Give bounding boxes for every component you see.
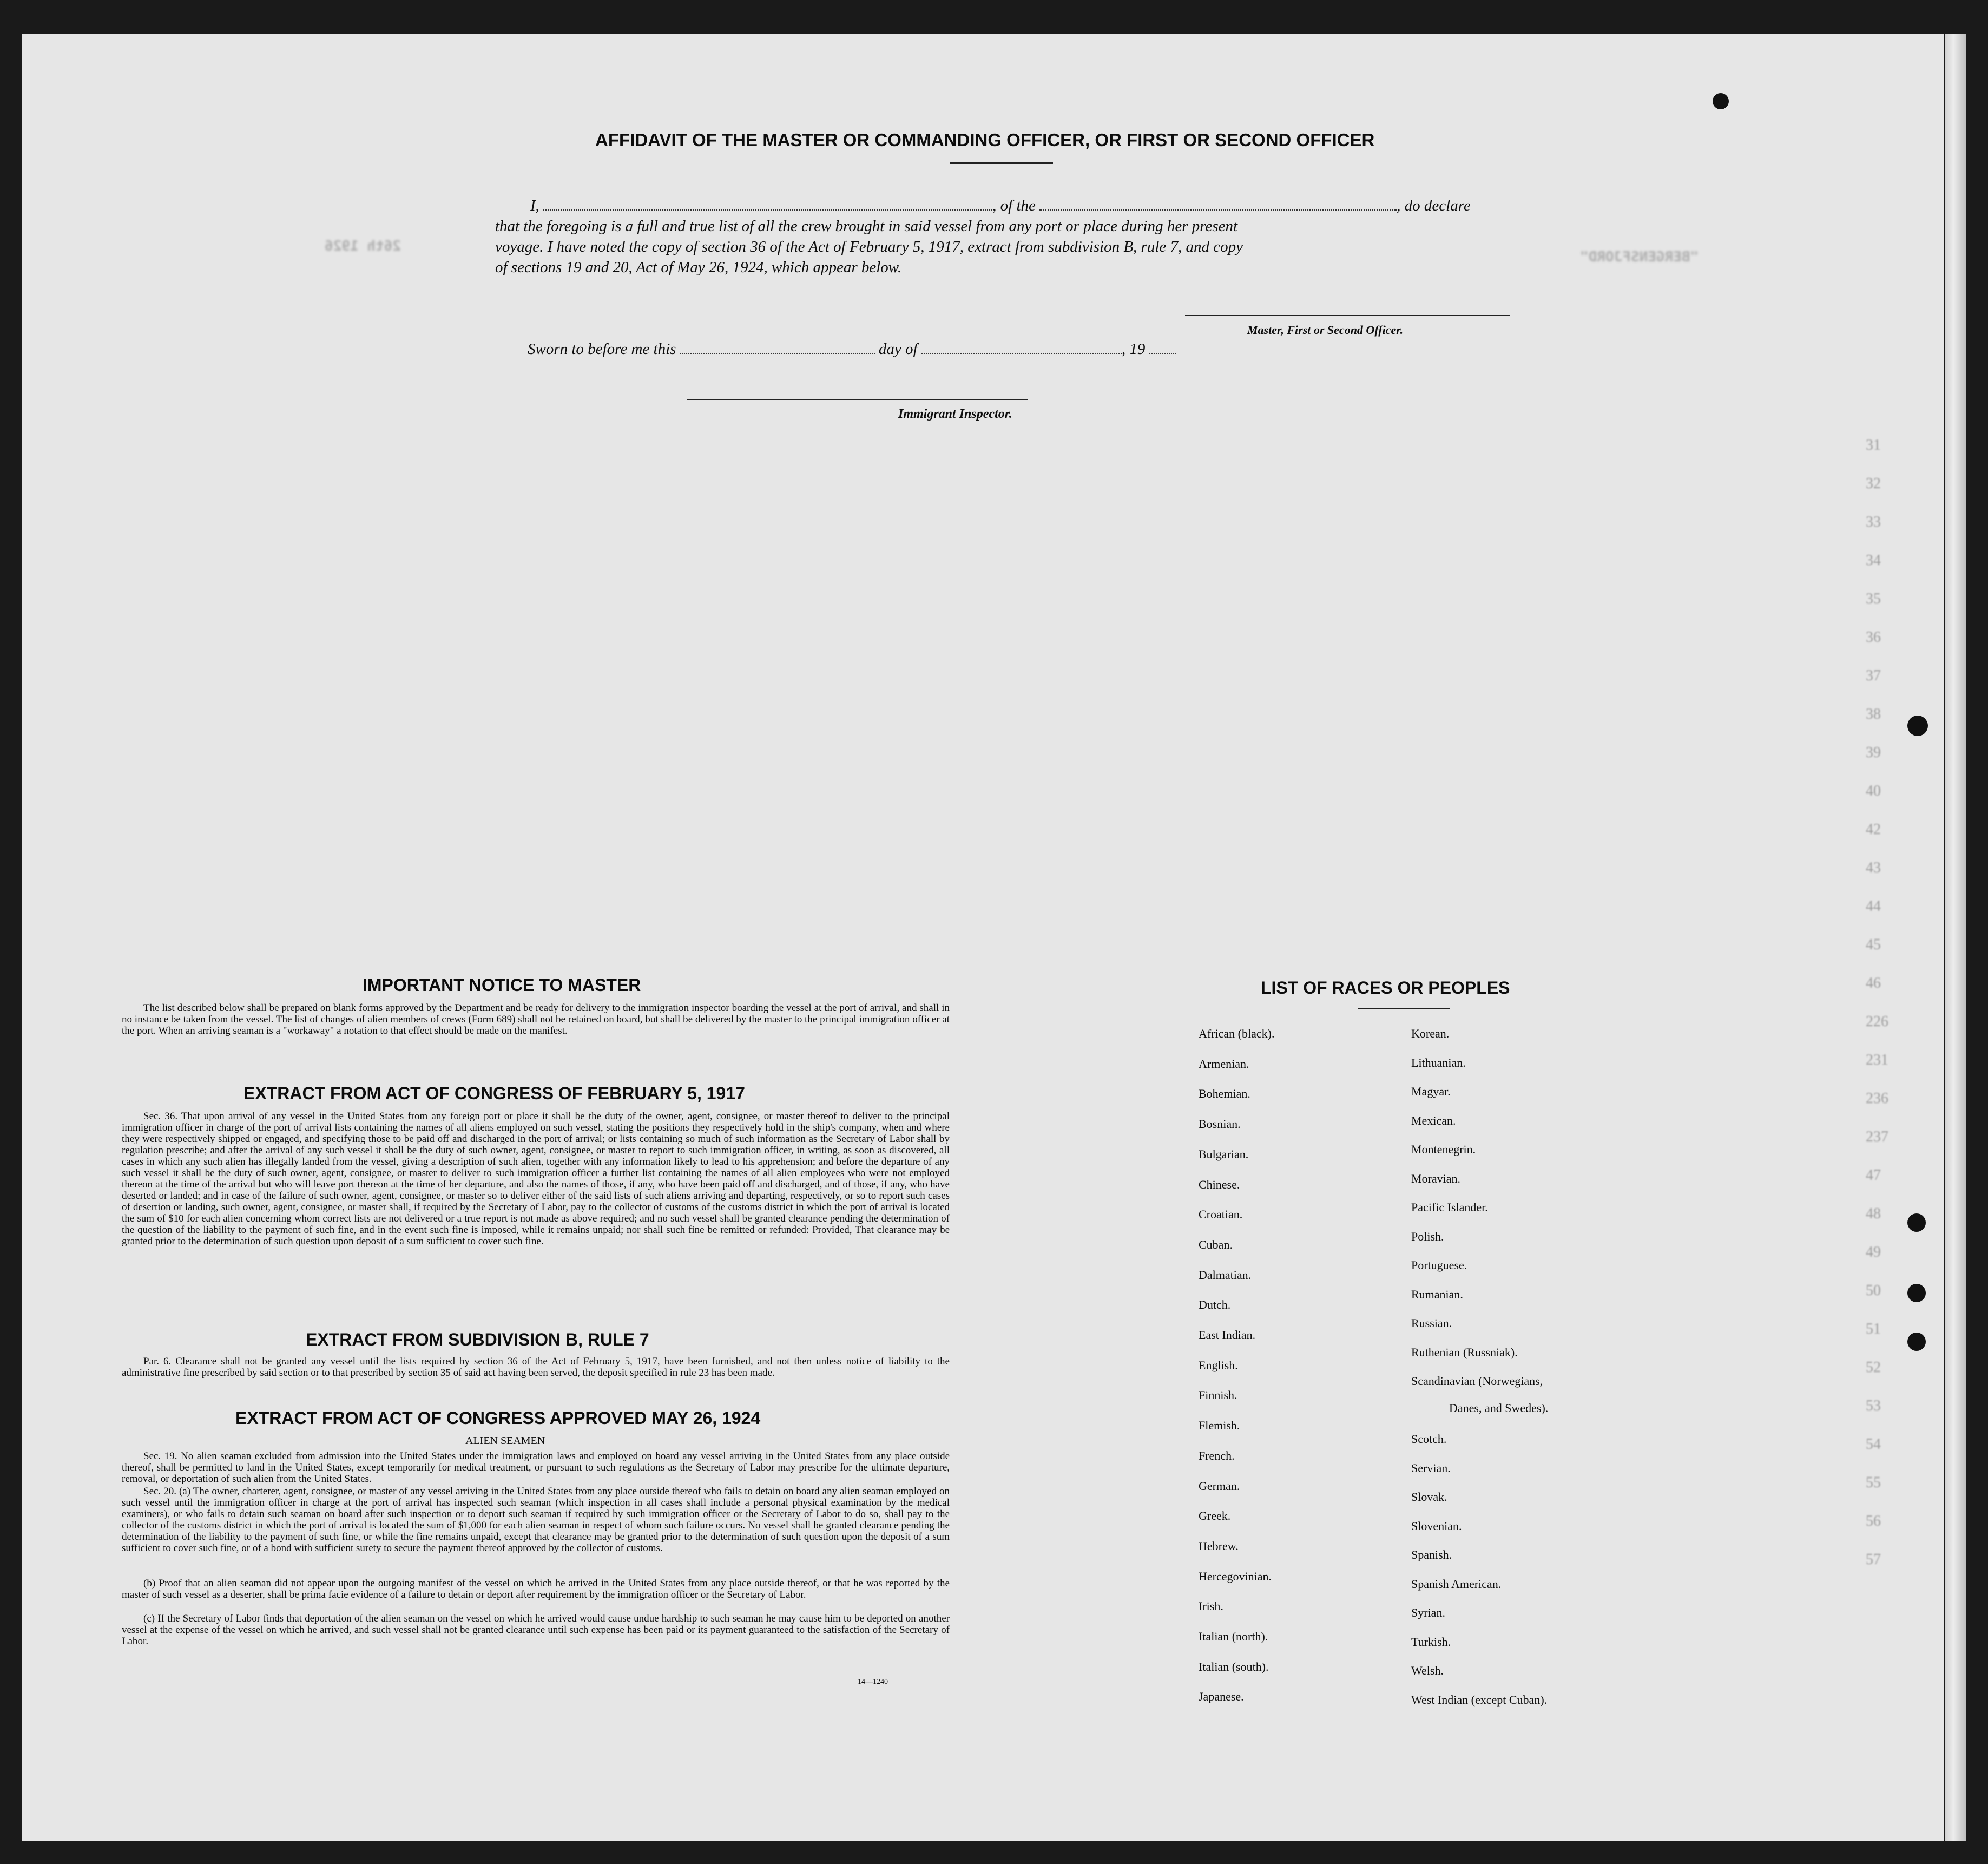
sec-20b-text: (b) Proof that an alien seaman did not appear upon the outgoing manifest of the vessel on which he arrived in the United States from any place outside thereof, or that he was reported by the master of such vessel as a deserter, shall be prima facie evidence of a failure to detain or deport after requirement by the immigration officer or the Secretary of Labor. (122, 1578, 950, 1600)
page-edge (1945, 34, 1966, 1841)
bleed-row-number: 53 (1866, 1397, 1881, 1414)
affidavit-of-the: , of the (992, 197, 1036, 214)
sworn-day-blank[interactable] (680, 353, 875, 354)
bleed-row-number: 45 (1866, 936, 1881, 953)
bleed-row-number: 31 (1866, 437, 1881, 454)
race-entry: Italian (south). (1199, 1659, 1269, 1673)
race-entry: Mexican. (1411, 1113, 1456, 1127)
sec-19-text: Sec. 19. No alien seaman excluded from admission into the United States under the immigration laws and employed on board any vessel arriving in the United States from any place outside thereof, shall be permitted to land in the United States, except temporarily for medical treatment, or pursuant to such regulations as the Secretary of Labor may prescribe for the ultimate departure, removal, or deportation of such alien from the United States. (122, 1450, 950, 1485)
bleed-header-right: "BERGENSFJORD" (1580, 249, 1699, 265)
race-entry: English. (1199, 1358, 1238, 1372)
extract-1917-text: Sec. 36. That upon arrival of any vessel in the United States from any foreign port or place it shall be the duty of the owner, agent, consignee, or master thereof to deliver to the principal immigration officer in charge of the port of arrival lists containing the names of all aliens employed on such vessel, stating the positions they respectively hold in the ship's company, when and where they were respectively shipped or engaged, and specifying those to be paid off and discharged in the port of arrival; or lists containing so much of such information as the Secretary of Labor shall by regulation prescribe; and after the arrival of any such vessel it shall be the duty of such owner, agent, consignee, or master to report to such immigration officer, in writing, as soon as discovered, all cases in which any such alien has illegally landed from the vessel, giving a description of such alien, together with any information likely to lead to his apprehension; and before the departure of any such vessel it shall be the duty of such owner, agent, consignee, or master to deliver to such immigration officer a further list containing the names of all alien employees who were not employed thereon at the time of the arrival but who will leave port thereon at the time of her departure, and also the names of those, if any, who have been paid off and discharged, and of those, if any, who have deserted or landed; and in case of the failure of such owner, agent, consignee, or master so to deliver either of the said lists of such aliens arriving and departing, respectively, or so to report such cases of desertion or landing, such owner, agent, consignee, or master shall, if required by the Secretary of Labor, pay to the collector of customs of the customs district in which the port of arrival is located the sum of $10 for each alien concerning whom correct lists are not delivered or a true report is not made as above required; and no such vessel shall be granted clearance pending the determination of the question of the liability to the payment of such fine, and in the event such fine is imposed, while it remains unpaid; nor shall such fine be remitted or refunded: Provided, That clearance may be granted prior to the determination of such question upon deposit of a sum sufficient to cover such fine. (122, 1111, 950, 1247)
bleed-row-number: 46 (1866, 975, 1881, 992)
extract-1917-title: EXTRACT FROM ACT OF CONGRESS OF FEBRUARY 5, 1917 (243, 1084, 745, 1103)
bleed-row-number: 34 (1866, 552, 1881, 569)
race-entry: East Indian. (1199, 1328, 1256, 1342)
punch-hole (1713, 93, 1729, 109)
races-title: LIST OF RACES OR PEOPLES (1261, 978, 1510, 997)
rule-7-text: Par. 6. Clearance shall not be granted any vessel until the lists required by section 36 of the Act of February 5, 1917, have been furnished, and not then unless notice of liability to the administrative fine prescribed by said section or to that prescribed by section 35 of said act having been served, the deposit specified in rule 23 has been made. (122, 1356, 950, 1379)
race-entry: Hercegovinian. (1199, 1569, 1272, 1583)
sec-20a-text: Sec. 20. (a) The owner, charterer, agent, consignee, or master of any vessel arriving in the United States from any place outside thereof who fails to detain on board any alien seaman employed on such vessel until the immigration officer in charge at the port of arrival has inspected such seaman (which inspection in all cases shall include a personal physical examination by the medical examiners), or who fails to detain such seaman on board after such inspection or to deport such seaman if required by such immigration officer or the Secretary of Labor to do so, shall pay to the collector of the customs district in which the port of arrival is located the sum of $1,000 for each alien seaman in respect of whom such failure occurs. No vessel shall be granted clearance pending the determination of the liability to the payment of such fine, or while the fine remains unpaid, except that clearance may be granted prior to the determination of such question upon the deposit of a sum sufficient to cover such fine, or of a bond with sufficient surety to secure the payment thereof approved by the collector of customs. (122, 1486, 950, 1554)
bleed-row-number: 49 (1866, 1244, 1881, 1261)
name-blank[interactable] (543, 209, 992, 211)
sworn-month-blank[interactable] (921, 353, 1122, 354)
race-entry: Bohemian. (1199, 1087, 1250, 1101)
race-entry: Japanese. (1199, 1690, 1244, 1704)
races-title-underline (1358, 1008, 1450, 1009)
race-entry: Dutch. (1199, 1298, 1231, 1312)
alien-seamen-subtitle: ALIEN SEAMEN (465, 1435, 545, 1447)
race-entry: Flemish. (1199, 1419, 1240, 1433)
race-entry: Turkish. (1411, 1635, 1451, 1649)
affidavit-declare: , do declare (1397, 197, 1471, 214)
race-entry: Italian (north). (1199, 1630, 1268, 1643)
sworn-text: Sworn to before me this (528, 340, 676, 358)
race-entry: Dalmatian. (1199, 1268, 1252, 1282)
notice-title: IMPORTANT NOTICE TO MASTER (363, 975, 641, 995)
title-underline (950, 162, 1053, 164)
bleed-row-number: 42 (1866, 821, 1881, 838)
rule-7-title: EXTRACT FROM SUBDIVISION B, RULE 7 (306, 1330, 649, 1349)
race-entry: Hebrew. (1199, 1539, 1239, 1553)
notice-text: The list described below shall be prepared on blank forms approved by the Department and be ready for delivery to the immigration inspector boarding the vessel at the port of arrival, and shall in no instance be taken from the vessel. The list of changes of alien members of crews (Form 689) shall not be retained on board, but shall be delivered by the master to the principal immigration officer at the port. When an arriving seaman is a "workaway" a notation to that effect should be made on the manifest. (122, 1002, 950, 1036)
affidavit-i: I, (530, 197, 539, 214)
inspector-signature-line[interactable] (687, 399, 1028, 400)
sworn-year: , 19 (1121, 340, 1146, 358)
race-entry: Croatian. (1199, 1207, 1243, 1222)
document-sheet (22, 34, 1944, 1841)
bleed-row-number: 55 (1866, 1474, 1881, 1491)
bleed-row-number: 43 (1866, 859, 1881, 876)
inspector-caption: Immigrant Inspector. (898, 407, 1012, 421)
master-signature-caption: Master, First or Second Officer. (1247, 323, 1404, 337)
sworn-year-blank[interactable] (1149, 353, 1176, 354)
bleed-row-number: 226 (1866, 1013, 1888, 1030)
bleed-row-number: 54 (1866, 1436, 1881, 1453)
race-entry: African (black). (1199, 1027, 1275, 1040)
sec-20c-text: (c) If the Secretary of Labor finds that deportation of the alien seaman on the vessel on which he arrived would cause undue hardship to such seaman he may cause him to be deported on another vessel at the expense of the vessel on which he arrived, and such vessel shall not be granted clearance until such expense has been paid or its payment guaranteed to the satisfaction of the Secretary of Labor. (122, 1613, 950, 1647)
bleed-row-number: 44 (1866, 898, 1881, 915)
race-entry: Finnish. (1199, 1388, 1237, 1402)
bleed-row-number: 32 (1866, 475, 1881, 492)
bleed-row-number: 36 (1866, 629, 1881, 646)
race-entry: Syrian. (1411, 1606, 1445, 1619)
affidavit-line-4: of sections 19 and 20, Act of May 26, 1924, which appear below. (495, 259, 902, 276)
race-entry: Spanish. (1411, 1548, 1452, 1561)
punch-hole (1907, 716, 1928, 736)
race-entry: Spanish American. (1411, 1577, 1502, 1591)
race-entry: West Indian (except Cuban). (1411, 1692, 1548, 1707)
race-entry: Irish. (1199, 1599, 1223, 1613)
race-entry: Korean. (1411, 1027, 1450, 1040)
race-entry: Magyar. (1411, 1085, 1451, 1098)
bleed-header-left: 26th 1926 (325, 238, 401, 254)
master-signature-line[interactable] (1185, 315, 1510, 316)
affidavit-title: AFFIDAVIT OF THE MASTER OR COMMANDING OFFICER, OR FIRST OR SECOND OFFICER (595, 130, 1375, 150)
race-entry: Servian. (1411, 1461, 1451, 1475)
race-entry: German. (1199, 1479, 1240, 1493)
bleed-row-number: 48 (1866, 1205, 1881, 1222)
sworn-line (528, 339, 1339, 359)
race-entry: Welsh. (1411, 1664, 1444, 1677)
race-entry: Slovak. (1411, 1490, 1447, 1504)
punch-hole (1907, 1284, 1926, 1302)
bleed-row-number: 50 (1866, 1282, 1881, 1299)
race-entry: Armenian. (1199, 1056, 1249, 1071)
punch-hole (1907, 1333, 1926, 1351)
extract-1924-title: EXTRACT FROM ACT OF CONGRESS APPROVED MAY 26, 1924 (235, 1408, 761, 1428)
race-entry: Ruthenian (Russniak). (1411, 1345, 1518, 1359)
bleed-row-number: 52 (1866, 1359, 1881, 1376)
bleed-row-number: 237 (1866, 1128, 1888, 1145)
race-entry: Cuban. (1199, 1237, 1233, 1251)
race-entry: Rumanian. (1411, 1287, 1463, 1301)
affidavit-line-2: that the foregoing is a full and true list of all the crew brought in said vessel from any port or place during her present (495, 218, 1238, 235)
bleed-row-number: 38 (1866, 706, 1881, 723)
bleed-row-number: 37 (1866, 667, 1881, 684)
bleed-row-number: 35 (1866, 590, 1881, 607)
race-entry: Scandinavian (Norwegians, (1411, 1374, 1543, 1388)
bleed-row-number: 33 (1866, 514, 1881, 530)
race-entry: French. (1199, 1448, 1235, 1462)
punch-hole (1907, 1213, 1926, 1232)
race-entry: Greek. (1199, 1509, 1231, 1523)
sworn-day-of: day of (878, 340, 918, 358)
bleed-row-number: 39 (1866, 744, 1881, 761)
bleed-row-number: 51 (1866, 1321, 1881, 1337)
race-entry: Russian. (1411, 1316, 1452, 1330)
form-number: 14—1240 (858, 1678, 888, 1686)
race-entry: Scotch. (1411, 1432, 1447, 1446)
affidavit-line-1 (530, 196, 1558, 215)
race-entry: Danes, and Swedes). (1449, 1401, 1549, 1415)
bleed-row-number: 236 (1866, 1090, 1888, 1107)
affidavit-line-3: voyage. I have noted the copy of section 36 of the Act of February 5, 1917, extract from subdivision B, rule 7, and copy (495, 238, 1243, 255)
bleed-row-number: 231 (1866, 1052, 1888, 1068)
bleed-row-number: 56 (1866, 1513, 1881, 1530)
vessel-blank[interactable] (1039, 209, 1397, 211)
race-entry: Montenegrin. (1411, 1143, 1476, 1156)
race-entry: Moravian. (1411, 1171, 1461, 1185)
race-entry: Bosnian. (1199, 1117, 1241, 1131)
bleed-row-number: 47 (1866, 1167, 1881, 1184)
race-entry: Portuguese. (1411, 1258, 1467, 1272)
race-entry: Chinese. (1199, 1177, 1240, 1191)
race-entry: Polish. (1411, 1229, 1444, 1243)
bleed-row-number: 40 (1866, 783, 1881, 799)
race-entry: Pacific Islander. (1411, 1200, 1488, 1214)
race-entry: Bulgarian. (1199, 1147, 1249, 1161)
race-entry: Slovenian. (1411, 1519, 1462, 1533)
bleed-row-number: 57 (1866, 1551, 1881, 1568)
race-entry: Lithuanian. (1411, 1055, 1466, 1069)
